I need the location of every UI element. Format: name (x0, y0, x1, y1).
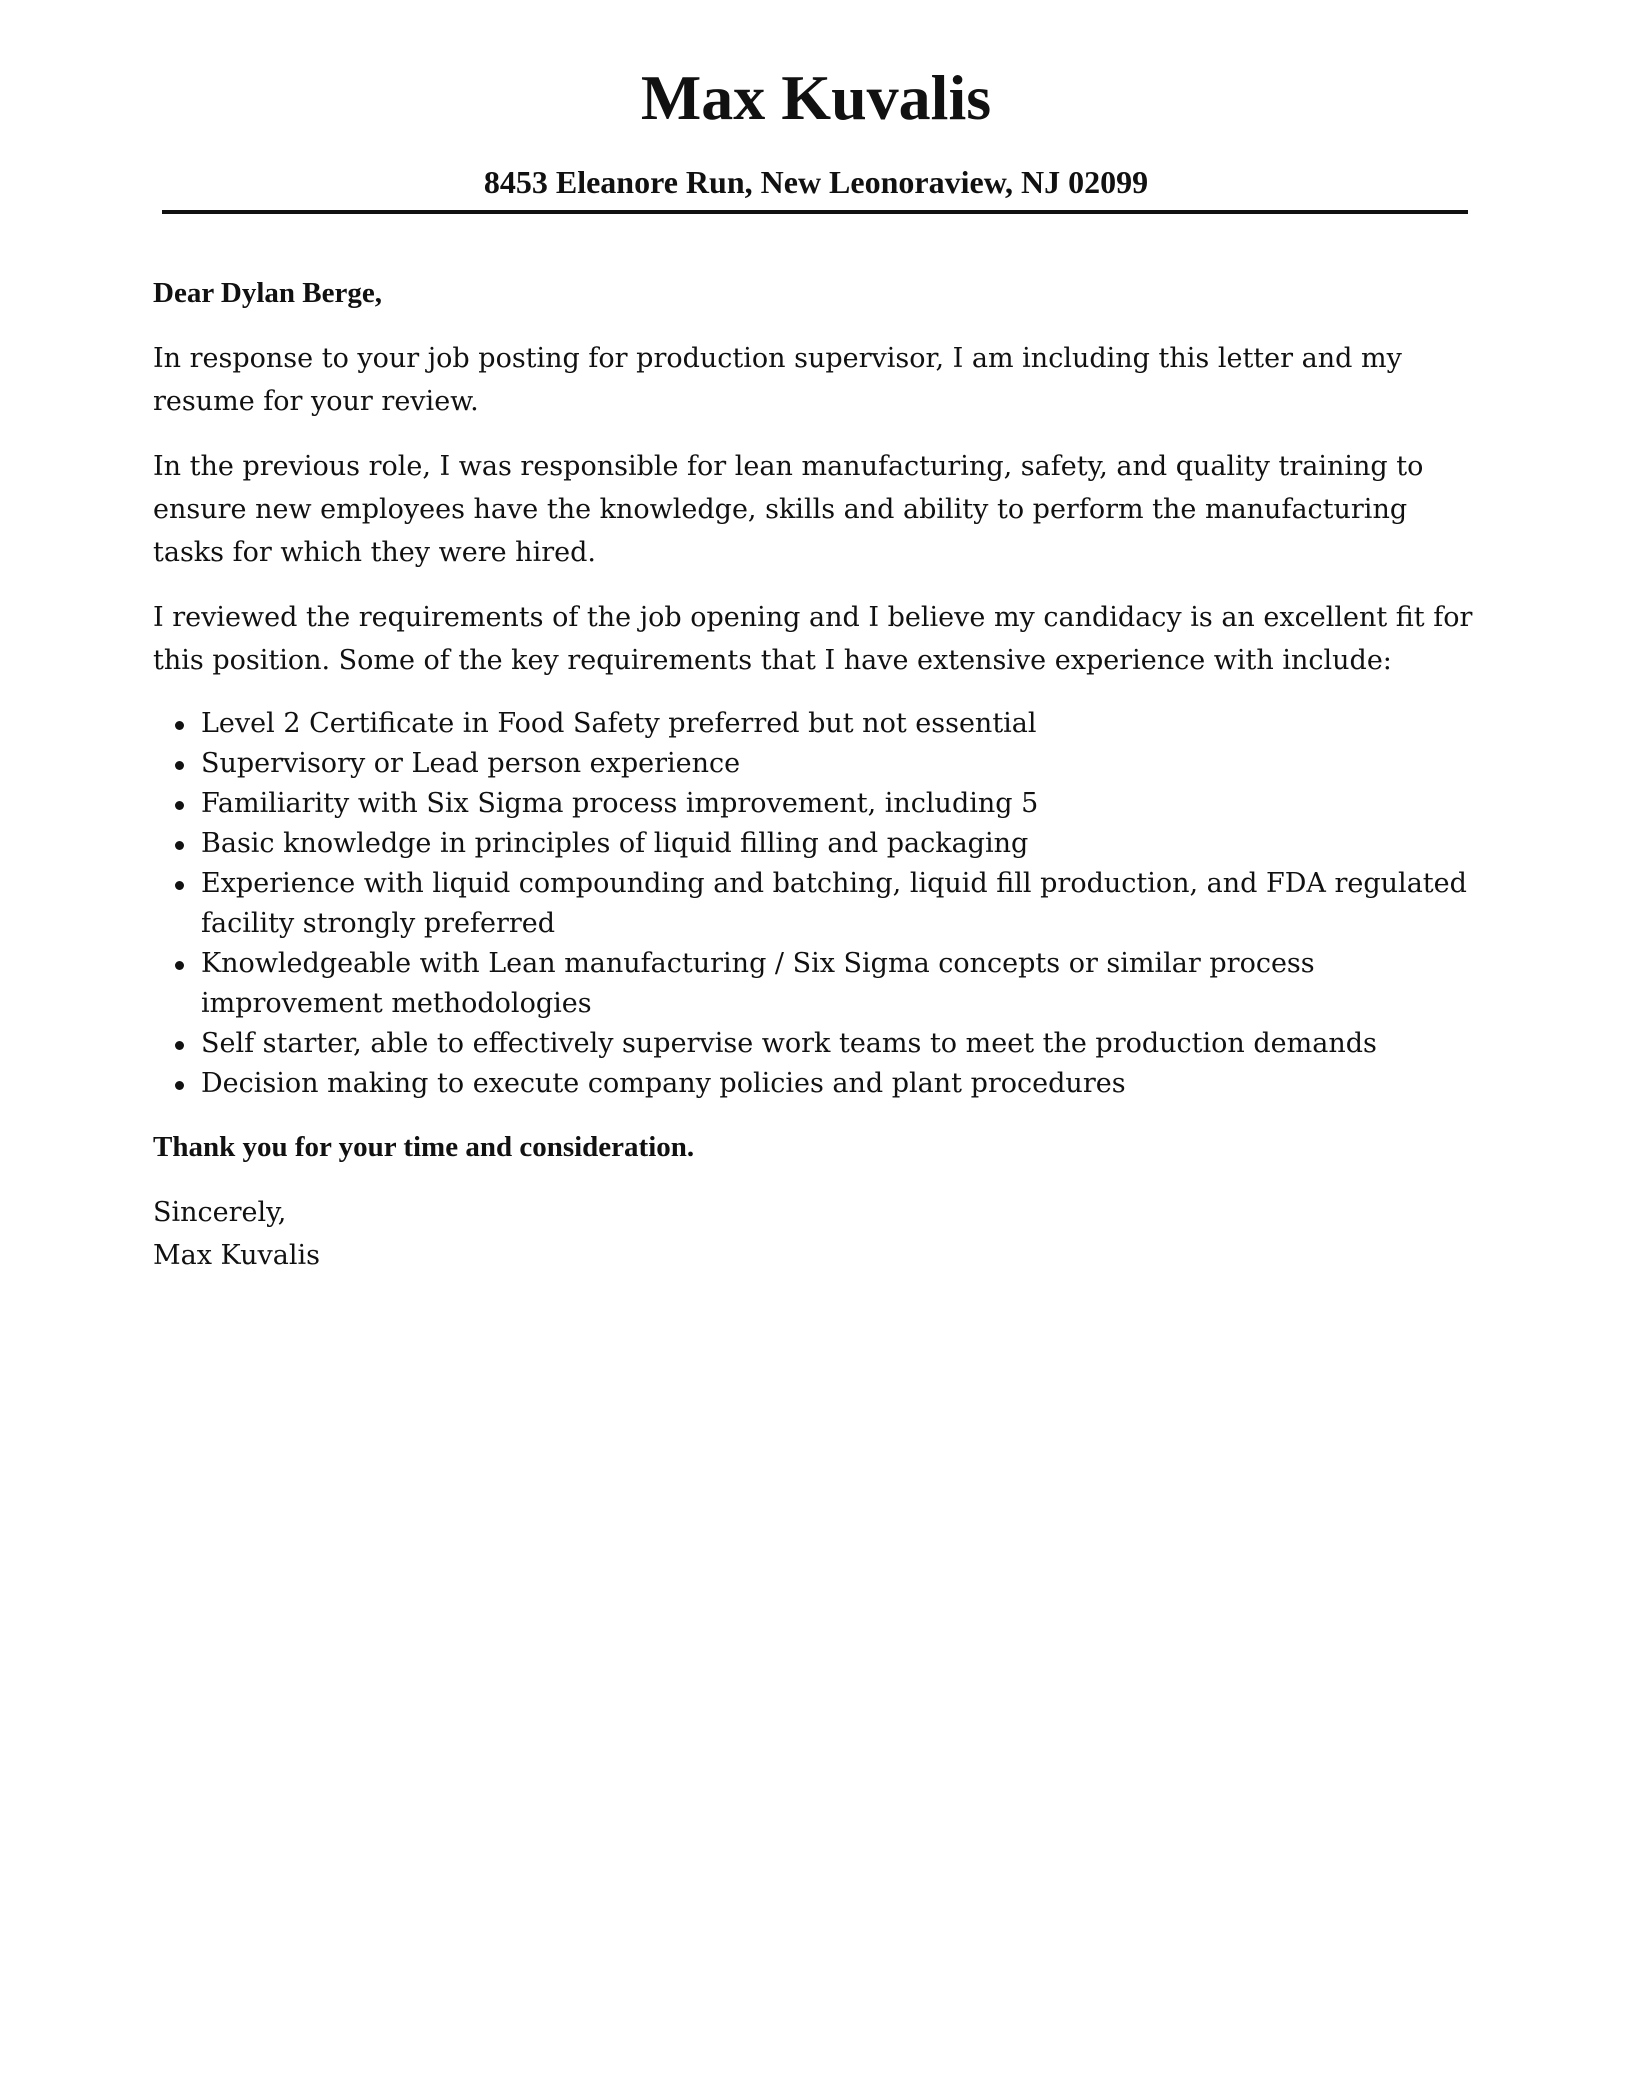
list-item (201, 1024, 1473, 1064)
bullet-icon (175, 1081, 184, 1090)
bullet-icon (175, 801, 184, 810)
requirements-list (153, 704, 1473, 1104)
signoff: Sincerely, (153, 1197, 287, 1228)
bullet-icon (175, 841, 184, 850)
experience-paragraph: In the previous role, I was responsible for lean manufacturing, safety, and quality training to ensure new employees have the knowledge, skills and ability to perform the manufacturing tasks for which they were hired. (153, 451, 1424, 568)
list-item (201, 784, 1473, 824)
bullet-icon (175, 721, 184, 730)
list-item-text: Knowledgeable with Lean manufacturing / Six Sigma concepts or similar process improvement methodologies (201, 948, 1315, 1019)
list-item-text: Experience with liquid compounding and batching, liquid fill production, and FDA regulated facility strongly preferred (201, 868, 1467, 939)
list-item (201, 824, 1473, 864)
salutation: Dear Dylan Berge, (153, 277, 382, 309)
intro-paragraph: In response to your job posting for production supervisor, I am including this letter and my resume for your review. (153, 343, 1402, 417)
header-divider (162, 210, 1468, 214)
signature-name: Max Kuvalis (153, 1240, 320, 1271)
requirements-intro-paragraph: I reviewed the requirements of the job opening and I believe my candidacy is an excellent fit for this position. Some of the key requirements that I have extensive experience with include: (153, 602, 1473, 676)
bullet-icon (175, 881, 184, 890)
list-item-text: Self starter, able to effectively supervise work teams to meet the production demands (201, 1028, 1377, 1059)
list-item-text: Familiarity with Six Sigma process improvement, including 5 (201, 788, 1039, 819)
list-item (201, 744, 1473, 784)
sender-name: Max Kuvalis (640, 62, 992, 133)
list-item (201, 864, 1473, 944)
sender-address: 8453 Eleanore Run, New Leonoraview, NJ 02099 (483, 164, 1149, 200)
letter-body (153, 272, 1473, 1277)
list-item (201, 944, 1473, 1024)
list-item-text: Supervisory or Lead person experience (201, 748, 741, 779)
list-item (201, 704, 1473, 744)
bullet-icon (175, 761, 184, 770)
closing-line: Thank you for your time and consideration. (153, 1131, 695, 1163)
bullet-icon (175, 1041, 184, 1050)
list-item-text: Level 2 Certificate in Food Safety preferred but not essential (201, 708, 1037, 739)
bullet-icon (175, 961, 184, 970)
list-item-text: Decision making to execute company policies and plant procedures (201, 1068, 1126, 1099)
list-item-text: Basic knowledge in principles of liquid filling and packaging (201, 828, 1029, 859)
list-item (201, 1064, 1473, 1104)
